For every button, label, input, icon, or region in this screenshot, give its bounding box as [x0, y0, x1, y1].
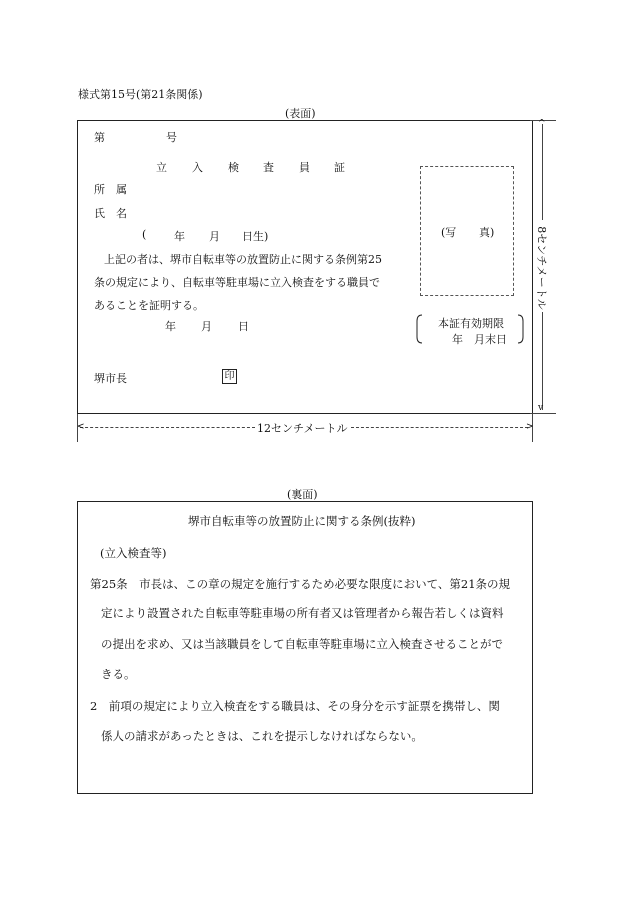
arrow-up-icon: ^ [538, 119, 546, 129]
issue-month: 月 [201, 320, 212, 333]
paragraph-2-line: 2 前項の規定により立入検査をする職員は、その身分を示す証票を携帯し、関 [90, 699, 500, 713]
article-line: きる。 [101, 667, 136, 681]
form-number: 様式第15号(第21条関係) [78, 88, 203, 101]
birth-day: 日生) [242, 230, 269, 243]
card-title-char: 証 [334, 161, 345, 174]
birth-month: 月 [209, 230, 220, 243]
height-label: 8センチメートル [535, 226, 548, 310]
height-tick-bottom [530, 413, 556, 414]
front-heading: (表面) [285, 107, 316, 120]
article-line: の提出を求め、又は当該職員をして自転車等駐車場に立入検査させることがで [101, 637, 504, 651]
number-prefix: 第 [94, 131, 105, 144]
issue-year: 年 [165, 320, 176, 333]
width-dash-left [80, 427, 255, 428]
affiliation-label-2: 属 [116, 183, 127, 196]
card-title-char: 立 [156, 161, 167, 174]
width-dash-right [351, 427, 528, 428]
body-line: 上記の者は、堺市自転車等の放置防止に関する条例第25 [104, 253, 382, 266]
paragraph-2-line: 係人の請求があったときは、これを提示しなければならない。 [101, 729, 423, 743]
height-line-top [542, 124, 543, 220]
seal-box: 印 [222, 369, 237, 384]
card-title-char: 入 [192, 161, 203, 174]
birth-open: ( [142, 228, 147, 241]
arrow-down-icon: v [538, 403, 544, 413]
body-line: 条の規定により、自転車等駐車場に立入検査をする職員で [94, 276, 380, 289]
arrow-left-icon: < [77, 422, 85, 432]
body-line: あることを証明する。 [94, 299, 204, 312]
card-title-char: 検 [228, 161, 239, 174]
article-line: 第25条 市長は、この章の規定を施行するため必要な限度において、第21条の規 [90, 577, 511, 591]
birth-year: 年 [174, 230, 185, 243]
validity-date: 年 月末日 [452, 333, 507, 346]
name-label-1: 氏 [94, 207, 105, 220]
height-line-bottom [542, 312, 543, 410]
affiliation-label-1: 所 [94, 183, 105, 196]
photo-close: 真) [479, 226, 495, 239]
name-label-2: 名 [116, 207, 127, 220]
photo-open: (写 [441, 226, 457, 239]
mayor-label: 堺市長 [94, 372, 127, 385]
issue-day: 日 [238, 320, 249, 333]
width-label: 12センチメートル [257, 422, 348, 435]
section-label: (立入検査等) [100, 546, 167, 560]
validity-label: 本証有効期限 [438, 317, 504, 330]
number-suffix: 号 [166, 131, 177, 144]
photo-box [420, 166, 514, 296]
card-title-char: 査 [263, 161, 274, 174]
article-line: 定により設置された自転車等駐車場の所有者又は管理者から報告若しくは資料 [101, 606, 504, 620]
arrow-right-icon: > [526, 422, 534, 432]
back-heading: (裏面) [287, 488, 318, 501]
back-title: 堺市自転車等の放置防止に関する条例(抜粋) [188, 514, 416, 528]
card-title-char: 員 [299, 161, 310, 174]
